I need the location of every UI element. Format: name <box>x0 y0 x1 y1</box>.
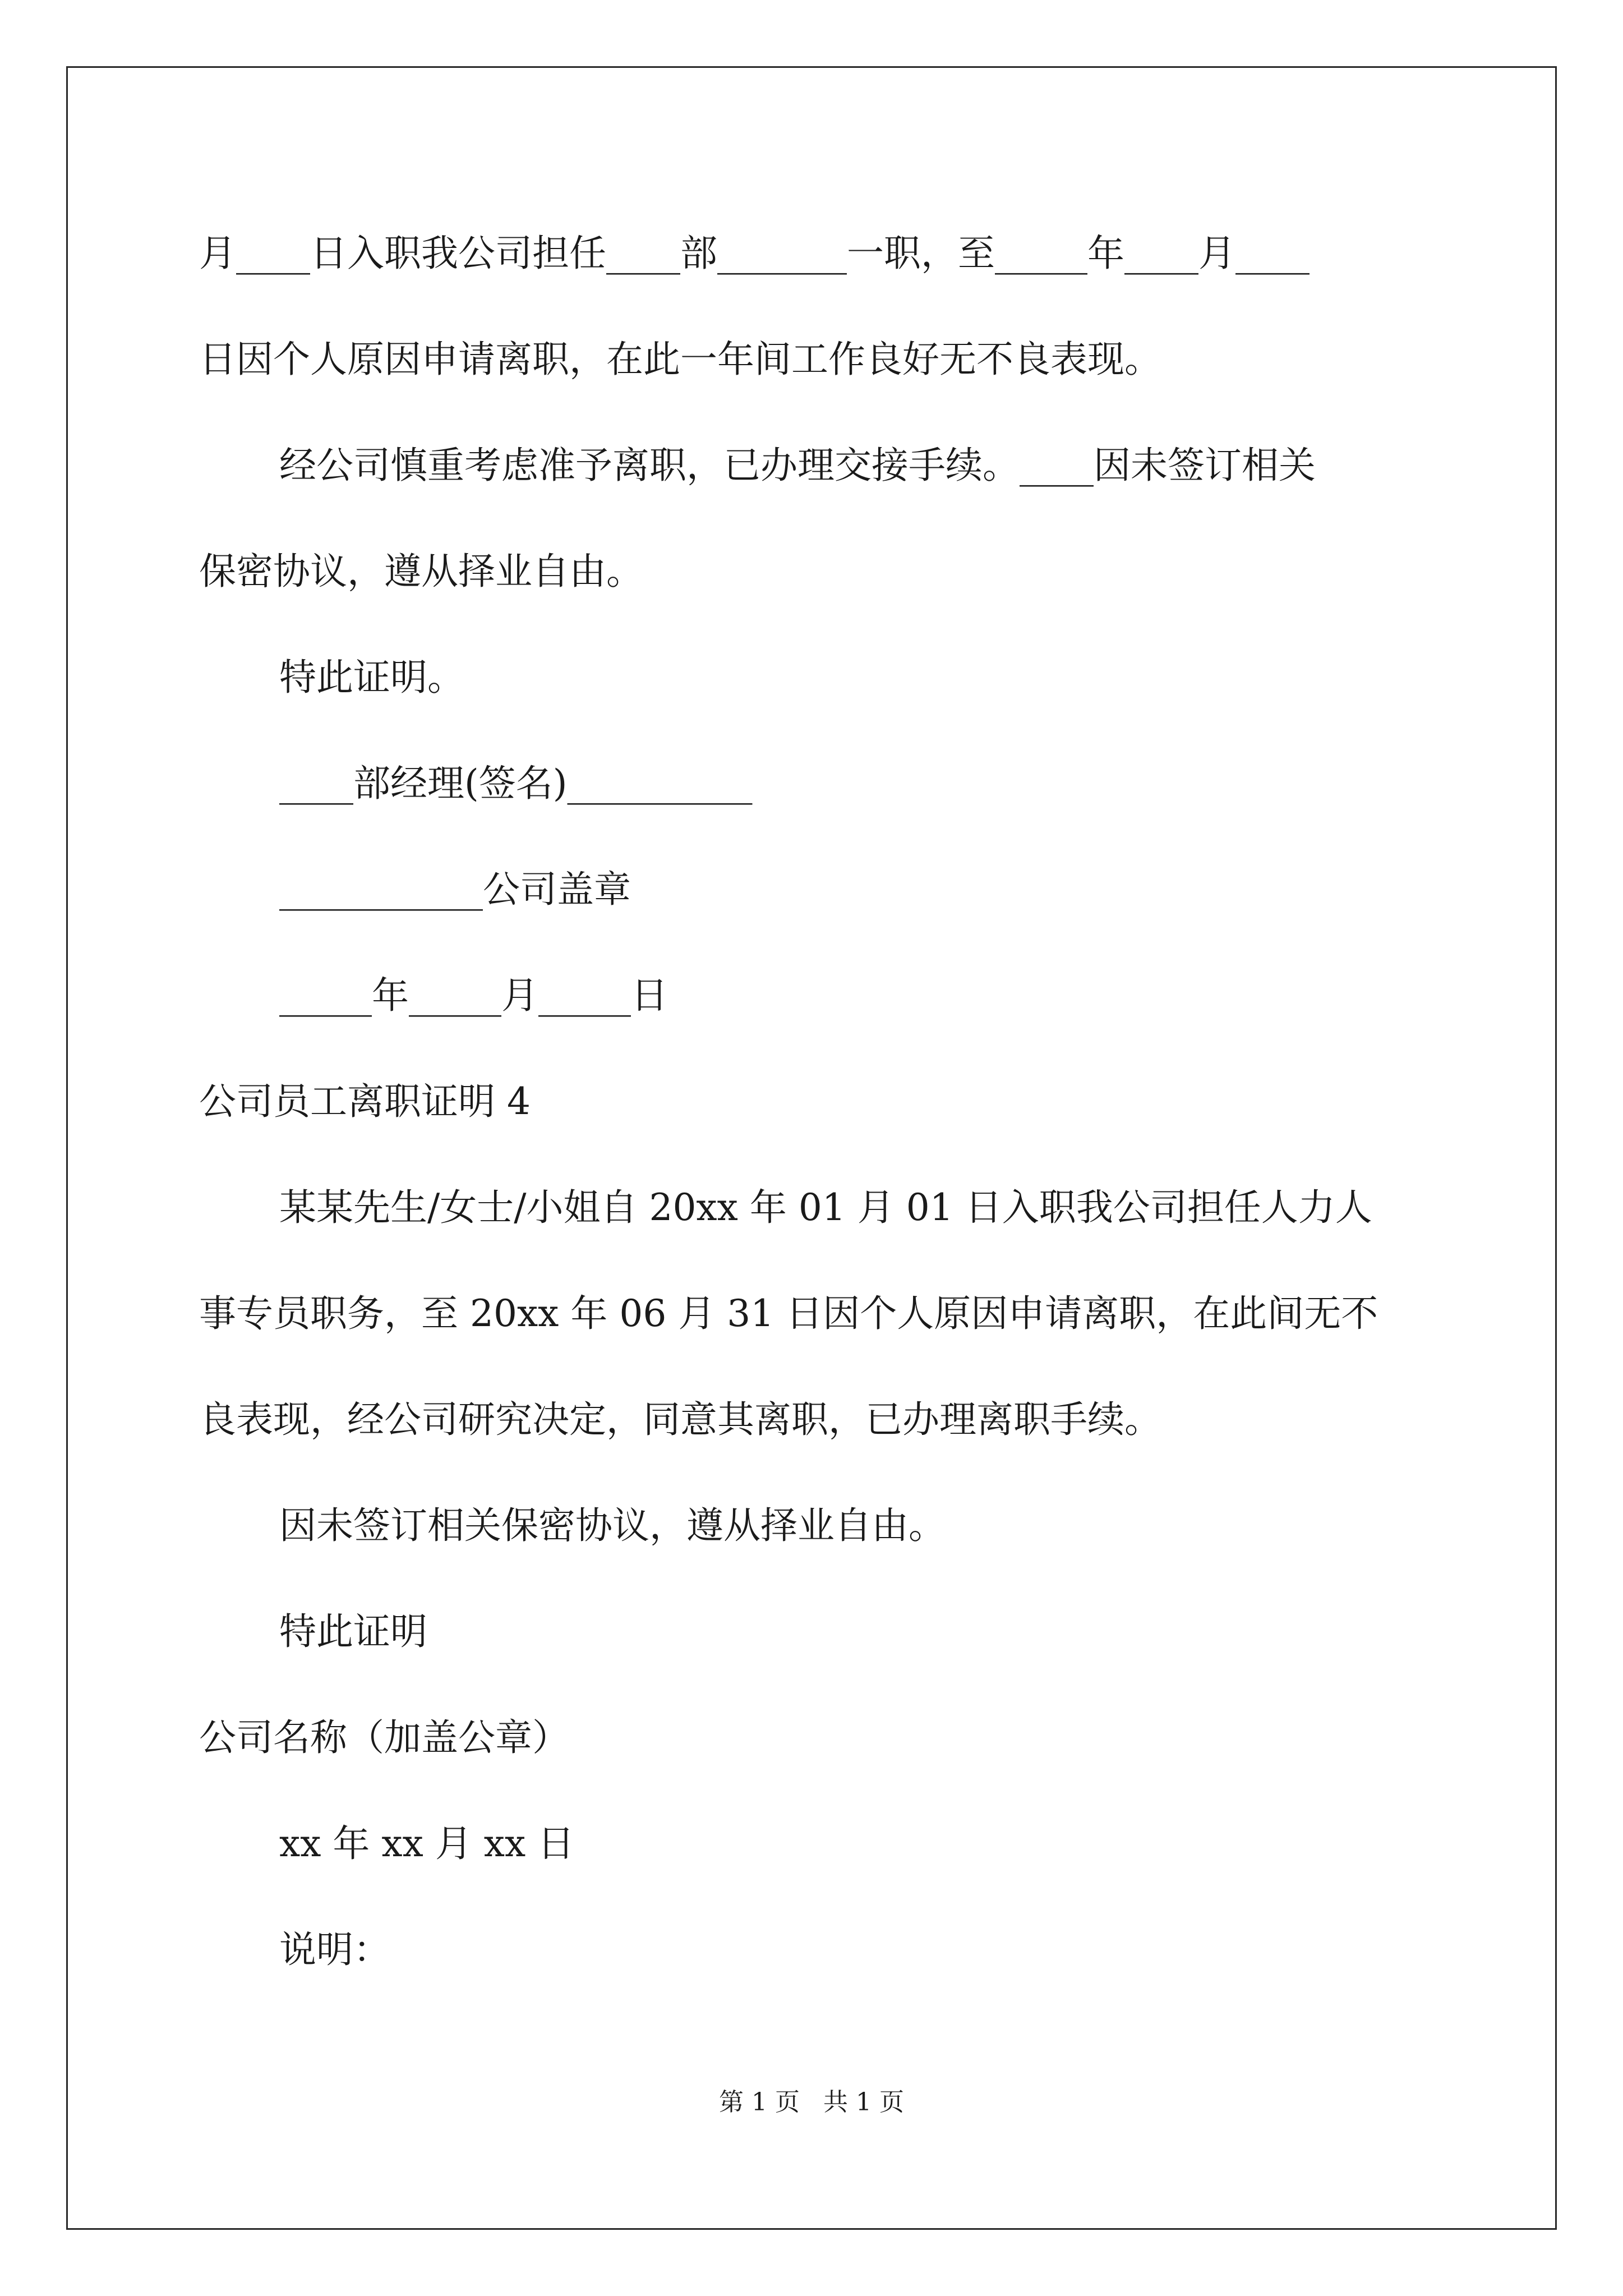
body-line-5: 特此证明。 <box>279 656 464 699</box>
body-line-2: 日因个人原因申请离职，在此一年间工作良好无不良表现。 <box>199 338 1161 381</box>
company-name-line: 公司名称（加盖公章） <box>199 1716 569 1759</box>
note-label: 说明： <box>279 1928 390 1971</box>
signature-line: ____部经理(签名)__________ <box>279 762 753 805</box>
body-line-12: 良表现，经公司研究决定，同意其离职，已办理离职手续。 <box>199 1398 1161 1441</box>
body-line-3: 经公司慎重考虑准予离职，已办理交接手续。____因未签订相关 <box>279 444 1316 487</box>
body-line-13: 因未签订相关保密协议，遵从择业自由。 <box>279 1504 946 1547</box>
page-footer: 第 1 页 共 1 页 <box>719 2088 904 2116</box>
page-border <box>66 66 1557 2230</box>
section-title: 公司员工离职证明 4 <box>199 1080 531 1123</box>
body-line-11: 事专员职务，至 20xx 年 06 月 31 日因个人原因申请离职，在此间无不 <box>199 1292 1378 1335</box>
date-line: _____年_____月_____日 <box>279 974 668 1017</box>
date-placeholder-line: xx 年 xx 月 xx 日 <box>279 1822 575 1865</box>
body-line-1: 月____日入职我公司担任____部_______一职，至_____年____月____ <box>199 232 1310 275</box>
body-line-10: 某某先生/女士/小姐自 20xx 年 01 月 01 日入职我公司担任人力人 <box>279 1186 1372 1229</box>
body-line-14: 特此证明 <box>279 1610 427 1653</box>
seal-line: ___________公司盖章 <box>279 868 631 911</box>
body-line-4: 保密协议，遵从择业自由。 <box>199 550 643 593</box>
